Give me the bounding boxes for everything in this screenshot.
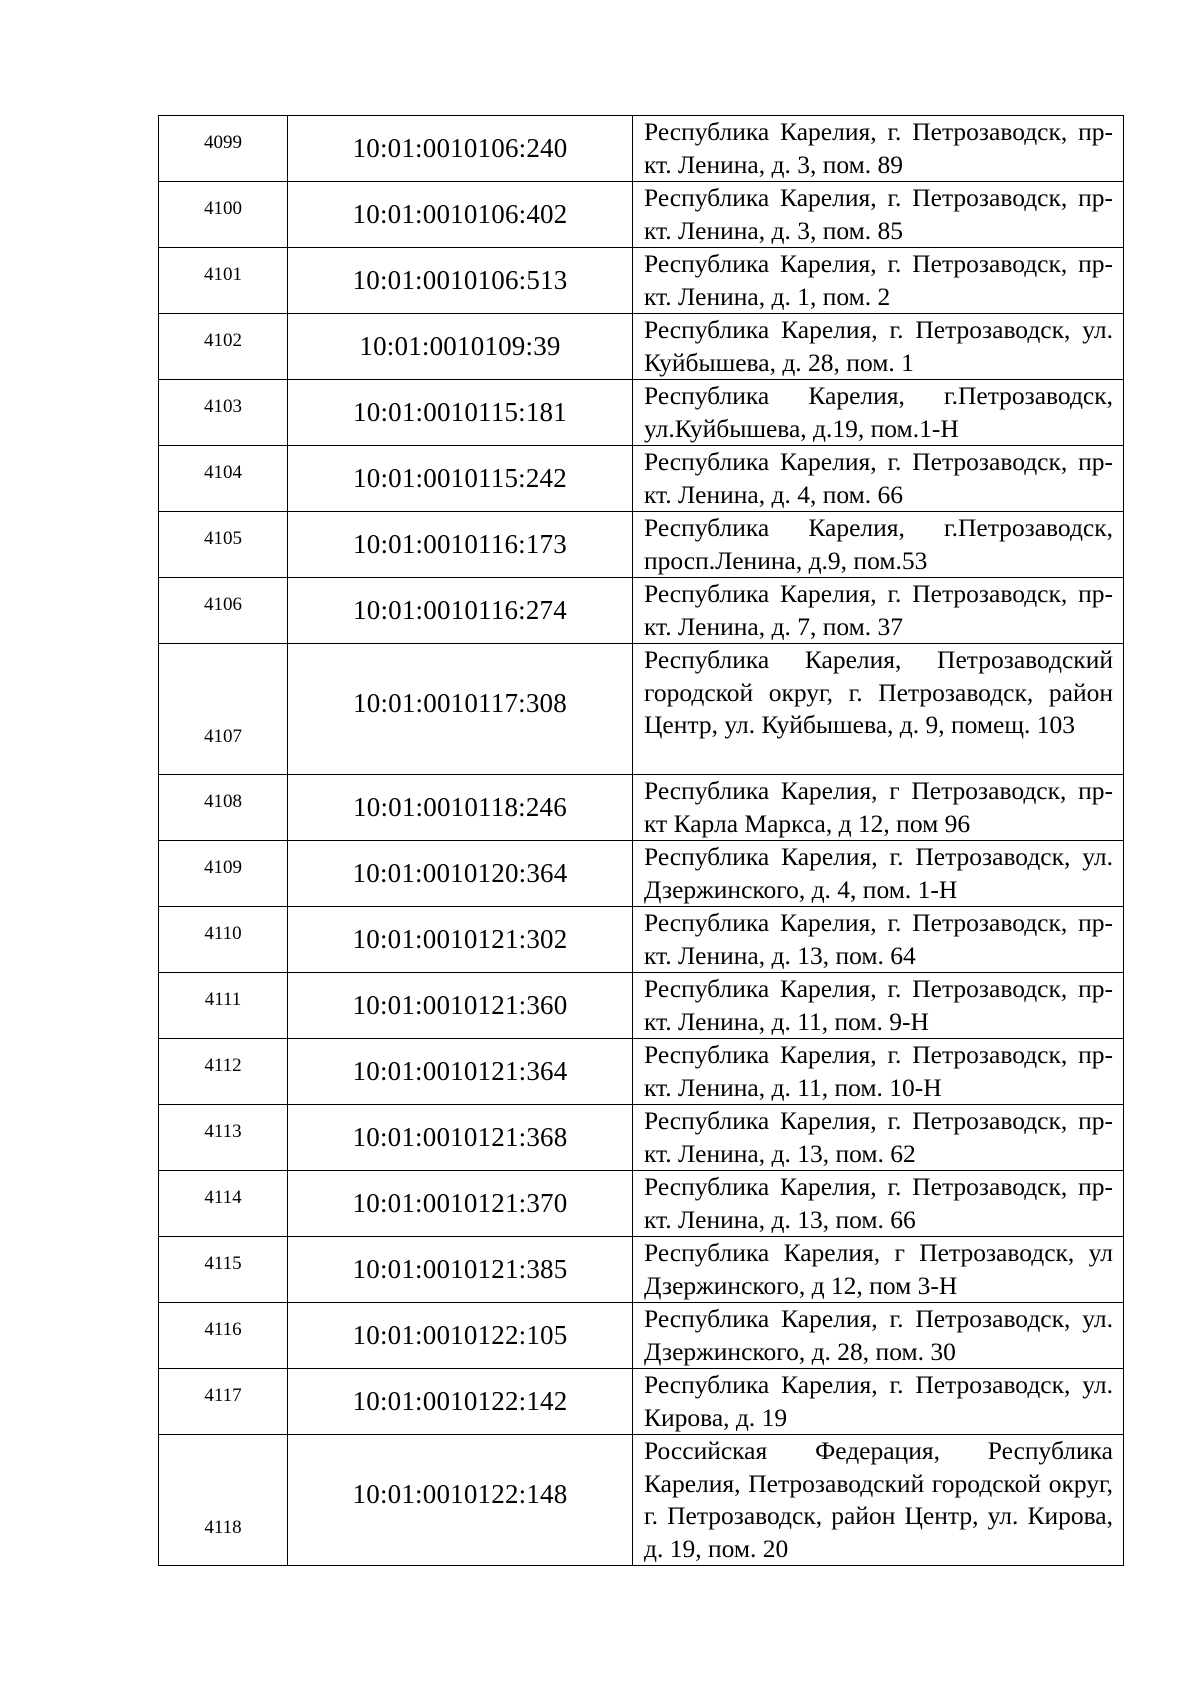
- row-number: 4105: [159, 512, 288, 578]
- table-row: [159, 1435, 1124, 1566]
- address: Российская Федерация, Республика Карелия, Петрозаводский городской округ, г. Петрозаводск, район Центр, ул. Кирова, д. 19, пом. 20: [633, 1435, 1124, 1566]
- address: Республика Карелия, г Петрозаводск, пр-кт Карла Маркса, д 12, пом 96: [633, 775, 1124, 841]
- row-number: 4110: [159, 907, 288, 973]
- table-row: [159, 182, 1124, 248]
- cadastral-number: 10:01:0010121:360: [288, 973, 633, 1039]
- row-number: 4113: [159, 1105, 288, 1171]
- address: Республика Карелия, г Петрозаводск, ул Дзержинского, д 12, пом 3-Н: [633, 1237, 1124, 1303]
- cadastral-number: 10:01:0010122:142: [288, 1369, 633, 1435]
- row-number: 4107: [159, 644, 288, 775]
- address: Республика Карелия, г. Петрозаводск, пр-кт. Ленина, д. 3, пом. 85: [633, 182, 1124, 248]
- address: Республика Карелия, г. Петрозаводск, пр-кт. Ленина, д. 1, пом. 2: [633, 248, 1124, 314]
- address: Республика Карелия, г. Петрозаводск, пр-кт. Ленина, д. 11, пом. 10-Н: [633, 1039, 1124, 1105]
- table-row: [159, 1303, 1124, 1369]
- address: Республика Карелия, г. Петрозаводск, пр-кт. Ленина, д. 13, пом. 62: [633, 1105, 1124, 1171]
- cadastral-number: 10:01:0010121:364: [288, 1039, 633, 1105]
- row-number: 4112: [159, 1039, 288, 1105]
- cadastral-number: 10:01:0010116:173: [288, 512, 633, 578]
- table-row: [159, 314, 1124, 380]
- table-row: [159, 1237, 1124, 1303]
- table-row: [159, 841, 1124, 907]
- row-number: 4102: [159, 314, 288, 380]
- cadastral-number: 10:01:0010106:402: [288, 182, 633, 248]
- row-number: 4103: [159, 380, 288, 446]
- cadastral-number: 10:01:0010121:302: [288, 907, 633, 973]
- table-row: [159, 116, 1124, 182]
- table-row: [159, 512, 1124, 578]
- row-number: 4099: [159, 116, 288, 182]
- table-row: [159, 1105, 1124, 1171]
- address: Республика Карелия, Петрозаводский городской округ, г. Петрозаводск, район Центр, ул. Куйбышева, д. 9, помещ. 103: [633, 644, 1124, 775]
- row-number: 4116: [159, 1303, 288, 1369]
- row-number: 4101: [159, 248, 288, 314]
- address: Республика Карелия, г. Петрозаводск, пр-кт. Ленина, д. 3, пом. 89: [633, 116, 1124, 182]
- table-row: [159, 973, 1124, 1039]
- address: Республика Карелия, г. Петрозаводск, пр-кт. Ленина, д. 11, пом. 9-Н: [633, 973, 1124, 1039]
- row-number: 4111: [159, 973, 288, 1039]
- cadastral-number: 10:01:0010122:148: [288, 1435, 633, 1566]
- registry-body: [159, 116, 1124, 1566]
- row-number: 4109: [159, 841, 288, 907]
- address: Республика Карелия, г. Петрозаводск, пр-кт. Ленина, д. 13, пом. 66: [633, 1171, 1124, 1237]
- table-row: [159, 248, 1124, 314]
- property-registry-table: [158, 115, 1124, 1566]
- cadastral-number: 10:01:0010120:364: [288, 841, 633, 907]
- row-number: 4106: [159, 578, 288, 644]
- row-number: 4108: [159, 775, 288, 841]
- table-row: [159, 578, 1124, 644]
- address: Республика Карелия, г. Петрозаводск, пр-кт. Ленина, д. 4, пом. 66: [633, 446, 1124, 512]
- table-row: [159, 644, 1124, 775]
- address: Республика Карелия, г. Петрозаводск, ул. Дзержинского, д. 4, пом. 1-Н: [633, 841, 1124, 907]
- row-number: 4104: [159, 446, 288, 512]
- table-row: [159, 1039, 1124, 1105]
- table-row: [159, 907, 1124, 973]
- address: Республика Карелия, г. Петрозаводск, ул. Куйбышева, д. 28, пом. 1: [633, 314, 1124, 380]
- row-number: 4115: [159, 1237, 288, 1303]
- table-row: [159, 775, 1124, 841]
- table-row: [159, 446, 1124, 512]
- address: Республика Карелия, г. Петрозаводск, пр-кт. Ленина, д. 13, пом. 64: [633, 907, 1124, 973]
- cadastral-number: 10:01:0010121:368: [288, 1105, 633, 1171]
- cadastral-number: 10:01:0010106:240: [288, 116, 633, 182]
- address: Республика Карелия, г. Петрозаводск, пр-кт. Ленина, д. 7, пом. 37: [633, 578, 1124, 644]
- address: Республика Карелия, г.Петрозаводск, просп.Ленина, д.9, пом.53: [633, 512, 1124, 578]
- table-row: [159, 380, 1124, 446]
- cadastral-number: 10:01:0010115:181: [288, 380, 633, 446]
- cadastral-number: 10:01:0010117:308: [288, 644, 633, 775]
- table-row: [159, 1171, 1124, 1237]
- table-row: [159, 1369, 1124, 1435]
- cadastral-number: 10:01:0010118:246: [288, 775, 633, 841]
- address: Республика Карелия, г. Петрозаводск, ул. Дзержинского, д. 28, пом. 30: [633, 1303, 1124, 1369]
- address: Республика Карелия, г. Петрозаводск, ул. Кирова, д. 19: [633, 1369, 1124, 1435]
- cadastral-number: 10:01:0010116:274: [288, 578, 633, 644]
- row-number: 4114: [159, 1171, 288, 1237]
- address: Республика Карелия, г.Петрозаводск, ул.Куйбышева, д.19, пом.1-Н: [633, 380, 1124, 446]
- row-number: 4100: [159, 182, 288, 248]
- cadastral-number: 10:01:0010121:385: [288, 1237, 633, 1303]
- cadastral-number: 10:01:0010106:513: [288, 248, 633, 314]
- cadastral-number: 10:01:0010122:105: [288, 1303, 633, 1369]
- cadastral-number: 10:01:0010115:242: [288, 446, 633, 512]
- cadastral-number: 10:01:0010121:370: [288, 1171, 633, 1237]
- row-number: 4117: [159, 1369, 288, 1435]
- cadastral-number: 10:01:0010109:39: [288, 314, 633, 380]
- row-number: 4118: [159, 1435, 288, 1566]
